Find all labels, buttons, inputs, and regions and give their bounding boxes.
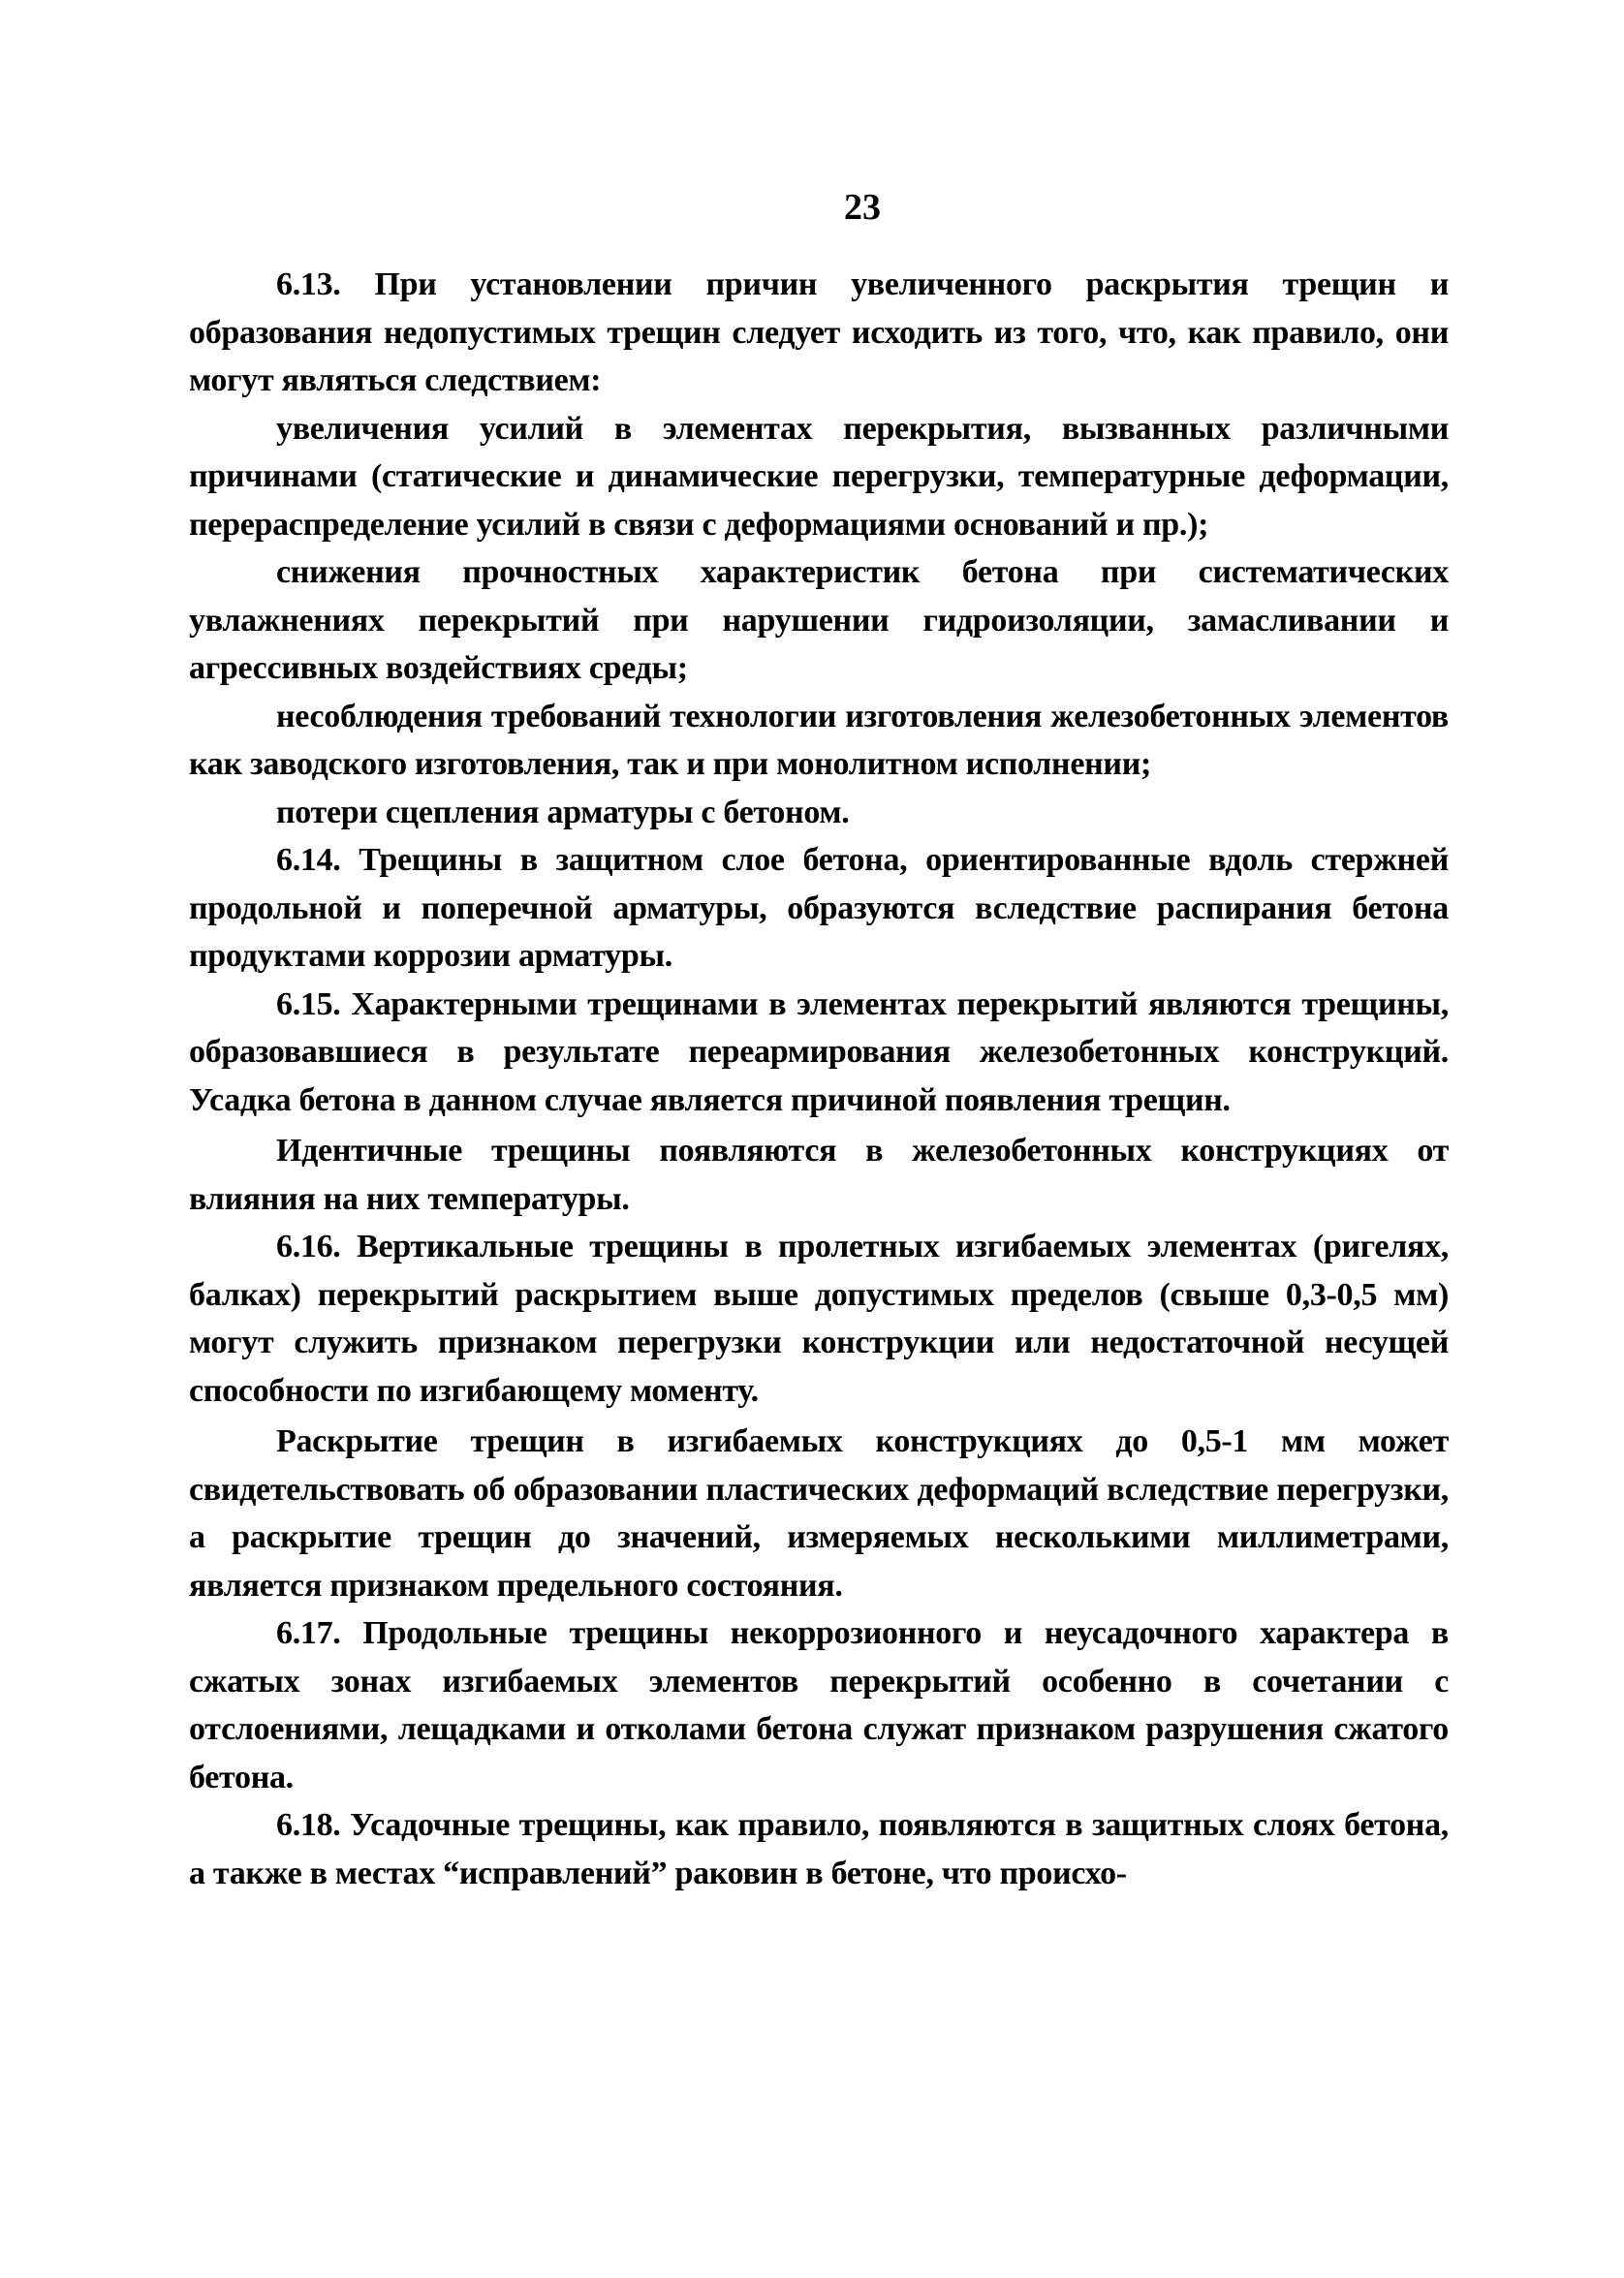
paragraph-6-16: 6.16. Вертикальные трещины в пролетных изгибаемых элементах (ригелях, балках) перекрытий раскрытием выше допустимых пределов (свыше 0,3-0,5 мм) могут служить признаком перегрузки конструкции или недостаточной несущей способности по изгибающему моменту. <box>189 1229 1449 1409</box>
paragraph-6-15: 6.15. Характерными трещинами в элементах перекрытий являются трещины, образовавшиеся в результате переармирования железобетонных конструкций. Усадка бетона в данном случае является причиной появления трещин. <box>189 985 1449 1118</box>
paragraph-6-13: 6.13. При установлении причин увеличенного раскрытия трещин и образования недопустимых трещин следует исходить из того, что, как правило, они могут являться следствием: <box>189 266 1449 398</box>
paragraph-6-18: 6.18. Усадочные трещины, как правило, появляются в защитных слоях бетона, а также в местах “исправлений” раковин в бетоне, что происхо- <box>189 1807 1449 1891</box>
paragraph-6-13-item-bond: потери сцепления арматуры с бетоном. <box>276 794 850 830</box>
paragraph-6-15-continued: Идентичные трещины появляются в железобетонных конструкциях от влияния на них температуры. <box>189 1133 1449 1217</box>
paragraph-6-17: 6.17. Продольные трещины некоррозионного и неусадочного характера в сжатых зонах изгибаемых элементов перекрытий особенно в сочетании с отслоениями, лещадками и отколами бетона служат признаком разрушения сжатого бетона. <box>189 1615 1449 1795</box>
paragraph-6-14: 6.14. Трещины в защитном слое бетона, ориентированные вдоль стержней продольной и поперечной арматуры, образуются вследствие распирания бетона продуктами коррозии арматуры. <box>189 842 1449 974</box>
paragraph-6-16-continued: Раскрытие трещин в изгибаемых конструкциях до 0,5-1 мм может свидетельствовать об образовании пластических деформаций вследствие перегрузки, а раскрытие трещин до значений, измеряемых несколькими миллиметрами, является признаком предельного состояния. <box>189 1423 1449 1604</box>
page-number: 23 <box>844 187 881 228</box>
paragraph-6-13-item-forces: увеличения усилий в элементах перекрытия, вызванных различными причинами (статические и динамические перегрузки, температурные деформации, перераспределение усилий в связи с деформациями оснований и пр.); <box>189 410 1449 543</box>
document-page <box>189 189 1449 1897</box>
paragraph-6-13-item-strength: снижения прочностных характеристик бетона при систематических увлажнениях перекрытий при нарушении гидроизоляции, замасливании и агрессивных воздействиях среды; <box>189 554 1449 686</box>
paragraph-6-13-item-technology: несоблюдения требований технологии изготовления железобетонных элементов как заводского изготовления, так и при монолитном исполнении; <box>189 698 1449 782</box>
